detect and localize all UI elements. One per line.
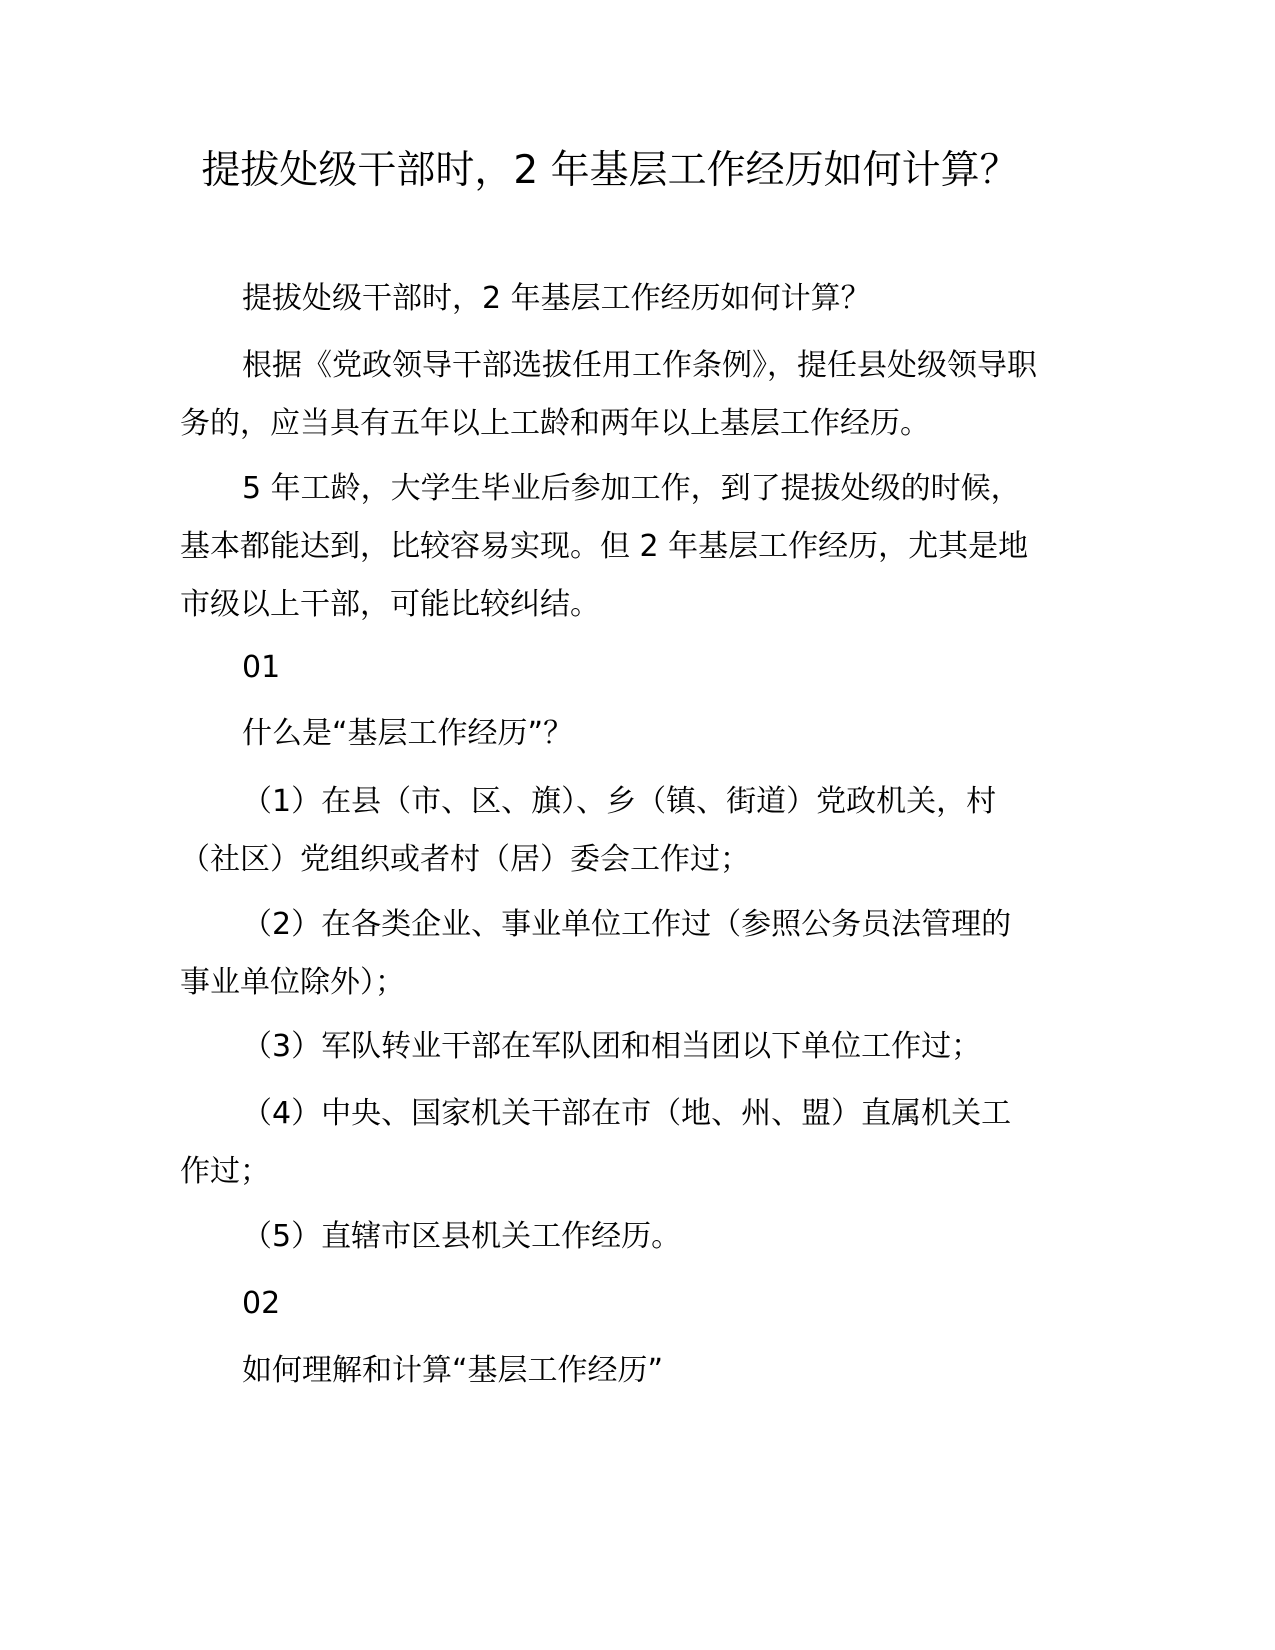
document-title: 提拔处级干部时，2 年基层工作经历如何计算？ (201, 148, 1019, 193)
list-item-4: （4）中央、国家机关干部在市（地、州、盟）直属机关工作过； (180, 1096, 1012, 1189)
section-heading-definition: 什么是“基层工作经历”？ (242, 716, 574, 751)
paragraph-regulation: 根据《党政领导干部选拔任用工作条例》，提任县处级领导职务的，应当具有五年以上工龄和两年以上基层工作经历。 (180, 348, 1037, 441)
paragraph-work-years: 5 年工龄，大学生毕业后参加工作，到了提拔处级的时候，基本都能达到，比较容易实现。但 2 年基层工作经历，尤其是地市级以上干部，可能比较纠结。 (180, 471, 1029, 622)
paragraph-question: 提拔处级干部时，2 年基层工作经历如何计算？ (242, 281, 871, 316)
list-item-1: （1）在县（市、区、旗）、乡（镇、街道）党政机关，村（社区）党组织或者村（居）委会工作过； (180, 784, 997, 877)
section-number-02: 02 (242, 1286, 281, 1321)
section-number-01: 01 (242, 650, 281, 685)
list-item-2: （2）在各类企业、事业单位工作过（参照公务员法管理的事业单位除外）； (180, 907, 1012, 1000)
list-item-5: （5）直辖市区县机关工作经历。 (242, 1219, 682, 1254)
section-heading-calculation: 如何理解和计算“基层工作经历” (242, 1353, 664, 1388)
list-item-3: （3）军队转业干部在军队团和相当团以下单位工作过； (242, 1029, 982, 1064)
